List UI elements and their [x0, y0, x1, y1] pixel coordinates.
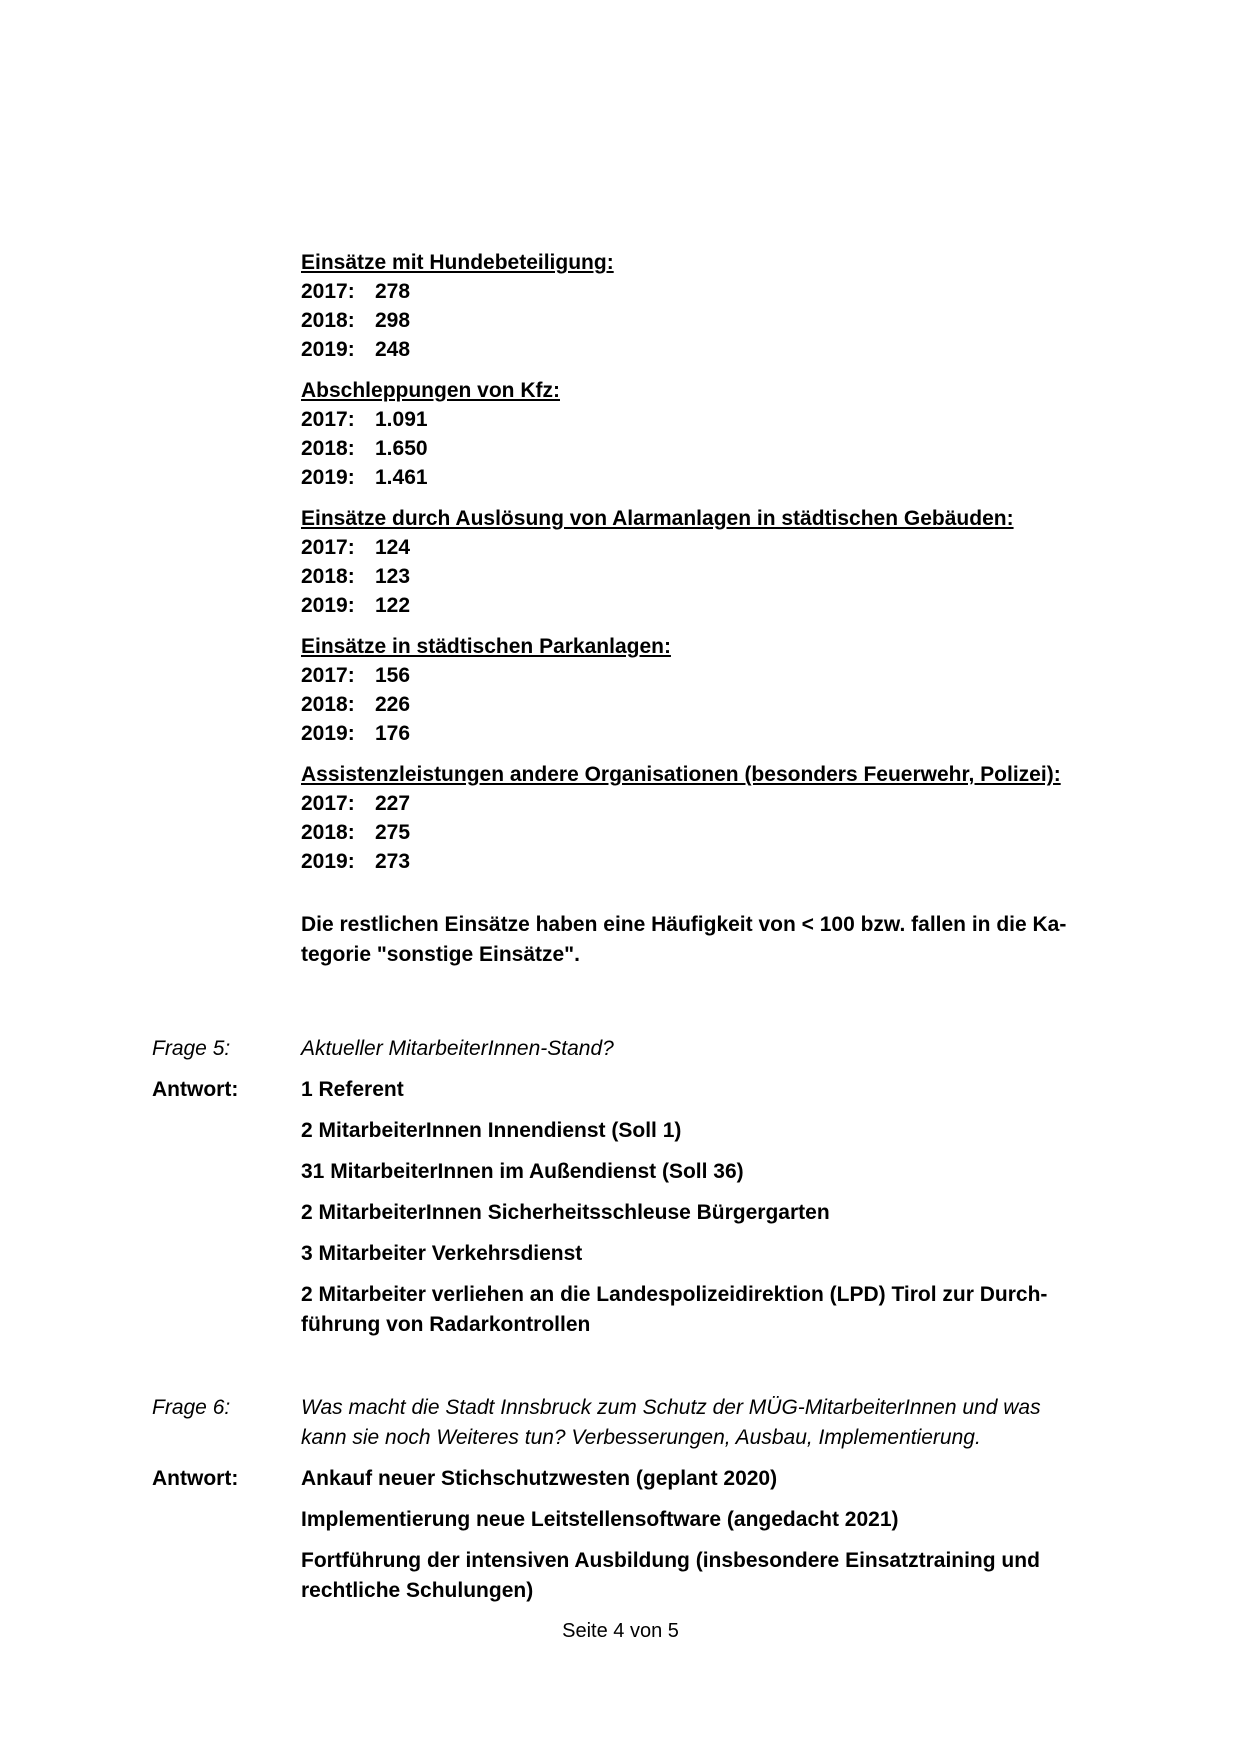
stat-row — [301, 306, 1141, 335]
question-line: Was macht die Stadt Innsbruck zum Schutz der MÜG-MitarbeiterInnen und was — [301, 1396, 1041, 1419]
stat-value: 1.461 — [375, 466, 428, 489]
stat-heading: Assistenzleistungen andere Organisationen (besonders Feuerwehr, Polizei): — [301, 763, 1061, 786]
stat-section-alarm-systems — [301, 504, 1141, 620]
stat-year: 2019: — [301, 850, 355, 873]
stat-value: 273 — [375, 850, 411, 873]
stat-value: 226 — [375, 693, 411, 716]
answer-label: Antwort: — [152, 1467, 239, 1490]
stat-heading: Einsätze mit Hundebeteiligung: — [301, 251, 614, 274]
stat-row — [301, 463, 1141, 492]
stat-year: 2018: — [301, 693, 355, 716]
stat-value: 124 — [375, 536, 411, 559]
stat-year: 2018: — [301, 821, 355, 844]
stat-year: 2019: — [301, 466, 355, 489]
stat-row — [301, 533, 1141, 562]
answer-item — [301, 1546, 1142, 1606]
stat-section-dog-operations — [301, 248, 1141, 364]
stat-value: 298 — [375, 309, 411, 332]
stat-row — [301, 690, 1141, 719]
question-6 — [152, 1393, 1142, 1453]
answer-item: 3 Mitarbeiter Verkehrsdienst — [301, 1242, 583, 1265]
stat-row — [301, 789, 1141, 818]
answer-item: 31 MitarbeiterInnen im Außendienst (Soll 36) — [301, 1160, 744, 1183]
stat-row — [301, 335, 1141, 364]
stat-year: 2019: — [301, 722, 355, 745]
answer-item: 2 MitarbeiterInnen Innendienst (Soll 1) — [301, 1119, 682, 1142]
stat-heading: Einsätze durch Auslösung von Alarmanlagen in städtischen Gebäuden: — [301, 507, 1014, 530]
answer-label: Antwort: — [152, 1078, 239, 1101]
page-footer: Seite 4 von 5 — [562, 1620, 679, 1642]
question-text: Aktueller MitarbeiterInnen-Stand? — [301, 1037, 614, 1060]
note-line: Die restlichen Einsätze haben eine Häufigkeit von < 100 bzw. fallen in die Ka- — [301, 913, 1067, 936]
stat-value: 156 — [375, 664, 411, 687]
stat-year: 2017: — [301, 664, 355, 687]
stat-row — [301, 847, 1141, 876]
statistics-block — [301, 248, 1141, 970]
stat-row — [301, 719, 1141, 748]
answer-item: Ankauf neuer Stichschutzwesten (geplant 2020) — [301, 1467, 778, 1490]
answer-list — [301, 1464, 1142, 1606]
answer-item: 2 MitarbeiterInnen Sicherheitsschleuse Bürgergarten — [301, 1201, 830, 1224]
stat-row — [301, 562, 1141, 591]
answer-item: Implementierung neue Leitstellensoftware (angedacht 2021) — [301, 1508, 899, 1531]
stat-value: 176 — [375, 722, 411, 745]
stat-row — [301, 661, 1141, 690]
question-text — [301, 1393, 1142, 1453]
stat-year: 2017: — [301, 792, 355, 815]
note-line: tegorie "sonstige Einsätze". — [301, 943, 580, 966]
stat-value: 1.650 — [375, 437, 428, 460]
answer-item: 1 Referent — [301, 1078, 404, 1101]
stat-value: 227 — [375, 792, 411, 815]
question-label: Frage 5: — [152, 1037, 231, 1060]
stat-row — [301, 818, 1141, 847]
question-line: kann sie noch Weiteres tun? Verbesserungen, Ausbau, Implementierung. — [301, 1426, 981, 1449]
answer-line: rechtliche Schulungen) — [301, 1579, 534, 1602]
stat-heading: Einsätze in städtischen Parkanlagen: — [301, 635, 671, 658]
stat-value: 248 — [375, 338, 411, 361]
answer-list — [301, 1075, 1142, 1340]
answer-6 — [152, 1464, 1142, 1617]
question-label: Frage 6: — [152, 1396, 231, 1419]
stat-row — [301, 591, 1141, 620]
stat-heading: Abschleppungen von Kfz: — [301, 379, 560, 402]
answer-line: 2 Mitarbeiter verliehen an die Landespolizeidirektion (LPD) Tirol zur Durch- — [301, 1283, 1048, 1306]
stat-value: 275 — [375, 821, 411, 844]
remaining-operations-note — [301, 910, 1141, 970]
stat-row — [301, 277, 1141, 306]
stat-section-towing — [301, 376, 1141, 492]
stat-value: 1.091 — [375, 408, 428, 431]
answer-item — [301, 1280, 1142, 1340]
stat-year: 2017: — [301, 408, 355, 431]
stat-value: 123 — [375, 565, 411, 588]
answer-5 — [152, 1075, 1142, 1351]
stat-year: 2019: — [301, 338, 355, 361]
stat-value: 122 — [375, 594, 411, 617]
stat-section-parks — [301, 632, 1141, 748]
stat-year: 2017: — [301, 280, 355, 303]
stat-year: 2018: — [301, 437, 355, 460]
stat-section-assistance — [301, 760, 1141, 876]
stat-year: 2018: — [301, 565, 355, 588]
stat-year: 2019: — [301, 594, 355, 617]
answer-line: Fortführung der intensiven Ausbildung (insbesondere Einsatztraining und — [301, 1549, 1040, 1572]
stat-value: 278 — [375, 280, 411, 303]
stat-year: 2018: — [301, 309, 355, 332]
stat-row — [301, 434, 1141, 463]
stat-row — [301, 405, 1141, 434]
question-5 — [152, 1034, 1142, 1064]
stat-year: 2017: — [301, 536, 355, 559]
answer-line: führung von Radarkontrollen — [301, 1313, 591, 1336]
